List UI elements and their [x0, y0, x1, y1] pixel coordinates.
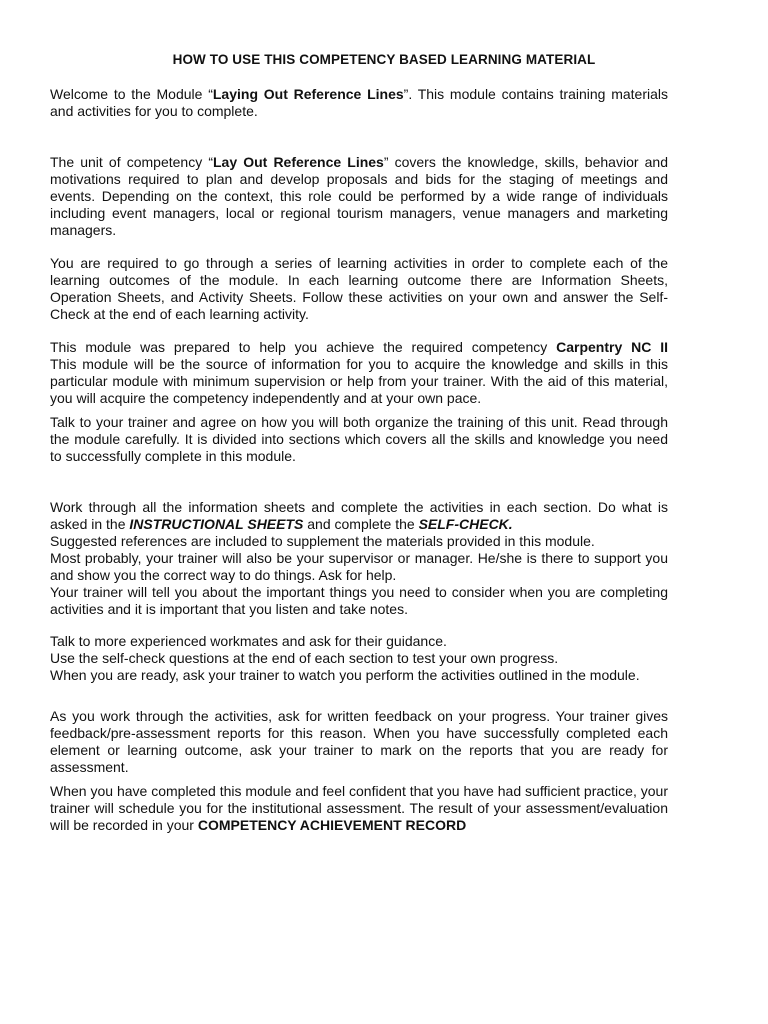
- competency-first-line: [50, 339, 668, 356]
- instructional-sheets-term: INSTRUCTIONAL SHEETS: [129, 516, 304, 532]
- work-through-text-c: and complete the: [303, 516, 419, 532]
- self-check-term: SELF-CHECK.: [418, 516, 513, 532]
- assessment-paragraph: [50, 783, 668, 834]
- page-title: HOW TO USE THIS COMPETENCY BASED LEARNING MATERIAL: [172, 52, 596, 67]
- welcome-text-end: ”. This module contains training materials and activities for you to complete.: [50, 86, 668, 119]
- work-through-first-lines: [50, 499, 668, 533]
- welcome-text-start: Welcome to the Module “: [50, 86, 213, 102]
- trainer-agreement-paragraph: Talk to your trainer and agree on how you will both organize the training of this unit. Read through the module carefully. It is divided into sections which covers all the skills and knowledge you need to successfully complete in this module.: [50, 414, 668, 464]
- workmates-paragraph: [50, 633, 668, 684]
- unit-of-competency-paragraph: [50, 154, 668, 239]
- learning-activities-paragraph: You are required to go through a series of learning activities in order to complete each of the learning outcomes of the module. In each learning outcome there are Information Sheets, Operation Sheets, and Activity Sheets. Follow these activities on your own and answer the Self-Check at the end of each learning activity.: [50, 255, 668, 322]
- ready-text: When you are ready, ask your trainer to watch you perform the activities outlined in the module.: [50, 667, 640, 683]
- work-through-paragraph: [50, 499, 668, 618]
- work-through-text-a: Work through all the information sheets and complete the activities in each section. Do what is asked in the: [50, 499, 668, 532]
- competency-achievement-record: COMPETENCY ACHIEVEMENT RECORD: [197, 817, 467, 833]
- assessment-text: When you have completed this module and feel confident that you have had sufficient practice, your trainer will schedule you for the institutional assessment. The result of your assessment/evaluation will be recorded in your: [50, 783, 668, 833]
- important-things-text: Your trainer will tell you about the important things you need to consider when you are completing activities and it is important that you listen and take notes.: [50, 584, 668, 617]
- competency-paragraph: [50, 339, 668, 407]
- unit-name: Lay Out Reference Lines: [212, 154, 384, 170]
- unit-text-end: ” covers the knowledge, skills, behavior and motivations required to plan and develop proposals and bids for the staging of meetings and events. Depending on the context, this role could be performed by a wide range of individuals including event managers, local or regional tourism managers, venue managers and marketing managers.: [50, 154, 668, 238]
- competency-name: Carpentry NC II: [556, 339, 668, 355]
- module-name: Laying Out Reference Lines: [212, 86, 404, 102]
- feedback-paragraph: As you work through the activities, ask for written feedback on your progress. Your trainer gives feedback/pre-assessment reports for this reason. When you have successfully completed each element or learning outcome, ask your trainer to mark on the reports that you are ready for assessment.: [50, 708, 668, 775]
- self-check-questions-text: Use the self-check questions at the end of each section to test your own progress.: [50, 650, 559, 666]
- competency-text-end: This module will be the source of information for you to acquire the knowledge and skills in this particular module with minimum supervision or help from your trainer. With the aid of this material, you will acquire the competency independently and at your own pace.: [50, 356, 668, 406]
- competency-text-start: This module was prepared to help you achieve the required competency: [50, 339, 557, 355]
- workmates-text: Talk to more experienced workmates and ask for their guidance.: [50, 633, 447, 649]
- unit-text-start: The unit of competency “: [50, 154, 213, 170]
- welcome-paragraph: [50, 86, 668, 120]
- suggested-references-text: Suggested references are included to supplement the materials provided in this module.: [50, 533, 595, 549]
- supervisor-text: Most probably, your trainer will also be your supervisor or manager. He/she is there to support you and show you the correct way to do things. Ask for help.: [50, 550, 668, 583]
